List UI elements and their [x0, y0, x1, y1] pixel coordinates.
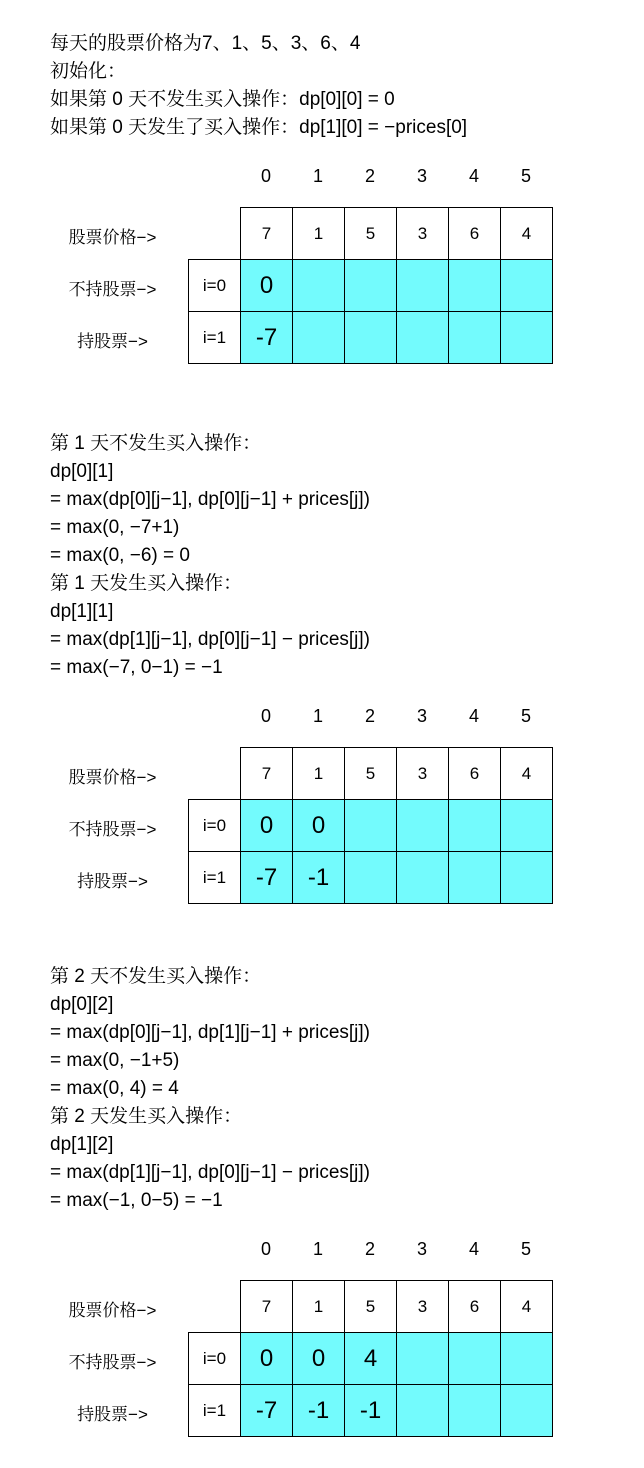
- explanation-text: [50, 963, 370, 1215]
- dp-cell: [500, 1384, 553, 1437]
- column-header: 1: [312, 166, 323, 186]
- dp-cell: [396, 1384, 449, 1437]
- dp-cell: -7: [240, 311, 293, 364]
- explanation-text: [50, 430, 370, 682]
- dp-row-label: 不持股票−>: [68, 280, 157, 299]
- column-header: 0: [260, 706, 271, 726]
- dp-cell: 4: [344, 1332, 397, 1385]
- column-header: 2: [364, 706, 375, 726]
- column-header: 3: [416, 1239, 427, 1259]
- dp-cell: 0: [292, 799, 345, 852]
- explanation-line: dp[0][2]: [50, 994, 114, 1015]
- row-index-cell: i=1: [188, 1384, 241, 1437]
- column-header: 1: [312, 1239, 323, 1259]
- explanation-line: 第 1 天不发生买入操作：: [50, 433, 262, 454]
- price-row-label: 股票价格−>: [68, 768, 157, 787]
- explanation-line: 如果第 0 天不发生买入操作：dp[0][0] = 0: [50, 89, 395, 110]
- column-header: 2: [364, 1239, 375, 1259]
- column-header: 1: [312, 706, 323, 726]
- price-row-label: 股票价格−>: [68, 228, 157, 247]
- price-cell: 5: [344, 207, 397, 260]
- price-cell: 1: [292, 747, 345, 800]
- price-row-label: 股票价格−>: [68, 1301, 157, 1320]
- row-index-cell: i=1: [188, 311, 241, 364]
- dp-cell: 0: [292, 1332, 345, 1385]
- price-cell: 3: [396, 1280, 449, 1333]
- price-cell: 4: [500, 747, 553, 800]
- explanation-line: dp[1][2]: [50, 1134, 114, 1155]
- dp-cell: [500, 259, 553, 312]
- explanation-line: 第 2 天发生买入操作：: [50, 1106, 243, 1127]
- explanation-line: = max(0, −6) = 0: [50, 545, 190, 566]
- dp-cell: [344, 851, 397, 904]
- dp-cell: [500, 851, 553, 904]
- dp-row-label: 持股票−>: [77, 1405, 148, 1424]
- dp-cell: -7: [240, 851, 293, 904]
- column-header: 2: [364, 166, 375, 186]
- explanation-line: = max(dp[1][j−1], dp[0][j−1] − prices[j]): [50, 1162, 370, 1183]
- dp-cell: [396, 1332, 449, 1385]
- dp-cell: [344, 259, 397, 312]
- price-cell: 7: [240, 747, 293, 800]
- price-cell: 6: [448, 1280, 501, 1333]
- explanation-line: dp[1][1]: [50, 601, 114, 622]
- dp-cell: [500, 311, 553, 364]
- dp-cell: [448, 1332, 501, 1385]
- dp-cell: -1: [292, 851, 345, 904]
- dp-cell: -1: [292, 1384, 345, 1437]
- explanation-line: dp[0][1]: [50, 461, 114, 482]
- explanation-line: 如果第 0 天发生了买入操作：dp[1][0] = −prices[0]: [50, 117, 468, 138]
- price-cell: 1: [292, 207, 345, 260]
- dp-cell: 0: [240, 799, 293, 852]
- explanation-line: = max(−7, 0−1) = −1: [50, 657, 223, 678]
- price-cell: 4: [500, 207, 553, 260]
- explanation-line: = max(dp[0][j−1], dp[1][j−1] + prices[j]): [50, 1022, 370, 1043]
- column-header: 5: [520, 706, 531, 726]
- price-cell: 6: [448, 747, 501, 800]
- dp-cell: [344, 799, 397, 852]
- dp-cell: [448, 851, 501, 904]
- explanation-line: = max(0, −7+1): [50, 517, 180, 538]
- column-header: 3: [416, 706, 427, 726]
- row-index-cell: i=1: [188, 851, 241, 904]
- column-header: 5: [520, 1239, 531, 1259]
- column-header: 4: [468, 706, 479, 726]
- row-index-cell: i=0: [188, 259, 241, 312]
- explanation-line: 每天的股票价格为7、1、5、3、6、4: [50, 33, 361, 54]
- dp-row-label: 不持股票−>: [68, 820, 157, 839]
- explanation-line: 第 2 天不发生买入操作：: [50, 966, 262, 987]
- explanation-line: 初始化：: [50, 61, 127, 82]
- price-cell: 1: [292, 1280, 345, 1333]
- dp-cell: 0: [240, 259, 293, 312]
- dp-cell: [396, 799, 449, 852]
- dp-cell: [396, 259, 449, 312]
- explanation-line: = max(0, 4) = 4: [50, 1078, 179, 1099]
- dp-row-label: 不持股票−>: [68, 1353, 157, 1372]
- explanation-line: = max(0, −1+5): [50, 1050, 180, 1071]
- dp-cell: [292, 259, 345, 312]
- dp-cell: -7: [240, 1384, 293, 1437]
- column-header: 4: [468, 1239, 479, 1259]
- dp-cell: [396, 311, 449, 364]
- column-header: 0: [260, 1239, 271, 1259]
- column-header: 5: [520, 166, 531, 186]
- column-header: 3: [416, 166, 427, 186]
- dp-cell: [448, 259, 501, 312]
- row-index-cell: i=0: [188, 799, 241, 852]
- price-cell: 6: [448, 207, 501, 260]
- dp-cell: [448, 311, 501, 364]
- row-index-cell: i=0: [188, 1332, 241, 1385]
- dp-cell: [396, 851, 449, 904]
- price-cell: 4: [500, 1280, 553, 1333]
- dp-cell: [344, 311, 397, 364]
- price-cell: 3: [396, 207, 449, 260]
- explanation-line: = max(dp[1][j−1], dp[0][j−1] − prices[j]): [50, 629, 370, 650]
- explanation-line: = max(dp[0][j−1], dp[0][j−1] + prices[j]): [50, 489, 370, 510]
- price-cell: 7: [240, 207, 293, 260]
- dp-cell: -1: [344, 1384, 397, 1437]
- dp-cell: [448, 1384, 501, 1437]
- dp-cell: [292, 311, 345, 364]
- dp-cell: [500, 1332, 553, 1385]
- explanation-line: 第 1 天发生买入操作：: [50, 573, 243, 594]
- dp-row-label: 持股票−>: [77, 872, 148, 891]
- dp-cell: [448, 799, 501, 852]
- dp-cell: [500, 799, 553, 852]
- dp-cell: 0: [240, 1332, 293, 1385]
- explanation-line: = max(−1, 0−5) = −1: [50, 1190, 223, 1211]
- column-header: 4: [468, 166, 479, 186]
- price-cell: 7: [240, 1280, 293, 1333]
- price-cell: 3: [396, 747, 449, 800]
- column-header: 0: [260, 166, 271, 186]
- explanation-text: [50, 30, 467, 142]
- price-cell: 5: [344, 747, 397, 800]
- price-cell: 5: [344, 1280, 397, 1333]
- dp-row-label: 持股票−>: [77, 332, 148, 351]
